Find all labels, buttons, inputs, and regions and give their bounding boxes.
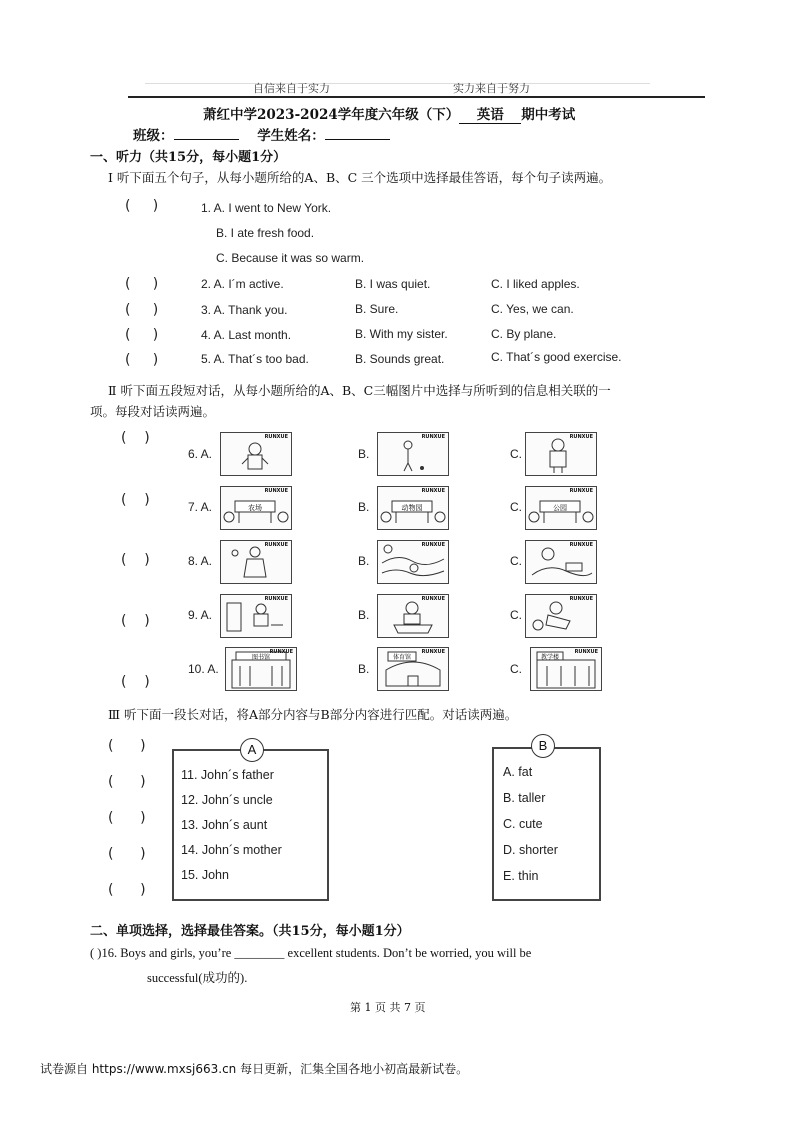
part-ii-instruction-line1: Ⅱ 听下面五段短对话，从每小题所给的A、B、C三幅图片中选择与所听到的信息相关联的一: [108, 383, 611, 398]
answer-paren-5[interactable]: ( ): [125, 352, 159, 368]
q7-picture-c[interactable]: RUNXUE 公园: [525, 486, 597, 530]
source-line: 试卷源自 https://www.mxsj663.cn 每日更新，汇集全国各地小初高最新试卷。: [40, 1062, 469, 1076]
match-box-b-label: B: [531, 734, 555, 758]
q8-label-b: B.: [358, 554, 370, 568]
part-ii-instruction-line2: 项。每段对话读两遍。: [90, 404, 216, 419]
q6-picture-b[interactable]: RUNXUE: [377, 432, 449, 476]
q10-picture-b[interactable]: RUNXUE 体育馆: [377, 647, 449, 691]
answer-paren-3[interactable]: ( ): [125, 302, 159, 318]
q2-option-c: C. I liked apples.: [491, 277, 580, 291]
q8-label-c: C.: [510, 554, 522, 568]
q7-picture-b[interactable]: RUNXUE 动物园: [377, 486, 449, 530]
q7-picture-a[interactable]: RUNXUE 农场: [220, 486, 292, 530]
q1-option-a: 1. A. I went to New York.: [201, 201, 332, 215]
part-i-instruction: Ⅰ 听下面五个句子，从每小题所给的A、B、C 三个选项中选择最佳答语，每个句子读两遍。: [108, 170, 612, 185]
q10-label-c: C.: [510, 662, 522, 676]
part-iii-instruction: Ⅲ 听下面一段长对话，将A部分内容与B部分内容进行匹配。对话读两遍。: [108, 707, 518, 722]
match-a-item-13: 13. John´s aunt: [181, 818, 268, 832]
answer-paren-10[interactable]: ( ): [121, 674, 150, 690]
q5-option-a: 5. A. That´s too bad.: [201, 352, 309, 366]
q3-option-b: B. Sure.: [355, 302, 399, 316]
q8-picture-c[interactable]: RUNXUE: [525, 540, 597, 584]
name-label: 学生姓名：: [257, 128, 325, 144]
q6-label-c: C.: [510, 447, 522, 461]
q9-picture-b[interactable]: RUNXUE: [377, 594, 449, 638]
q5-option-c: C. That´s good exercise.: [491, 350, 622, 364]
q2-option-a: 2. A. I´m active.: [201, 277, 284, 291]
svg-text:图书馆: 图书馆: [251, 654, 271, 661]
answer-paren-7[interactable]: ( ): [121, 492, 150, 508]
name-blank[interactable]: [325, 139, 390, 140]
q6-picture-a[interactable]: RUNXUE: [220, 432, 292, 476]
q7-label-b: B.: [358, 500, 370, 514]
motto-rule: [145, 83, 650, 84]
match-a-item-11: 11. John´s father: [181, 768, 274, 782]
q7-label-c: C.: [510, 500, 522, 514]
student-info: [133, 124, 390, 144]
q6-picture-c[interactable]: RUNXUE: [525, 432, 597, 476]
match-b-item-e: E. thin: [503, 869, 539, 883]
match-a-item-14: 14. John´s mother: [181, 843, 282, 857]
header-rule: [128, 96, 705, 98]
q9-label-b: B.: [358, 608, 370, 622]
q2-option-b: B. I was quiet.: [355, 277, 431, 291]
q16-line1: ( )16. Boys and girls, you’re ________ excellent students. Don’t be worried, you will be: [90, 946, 532, 960]
svg-text:农场: 农场: [248, 504, 262, 512]
answer-paren-2[interactable]: ( ): [125, 276, 159, 292]
match-b-item-c: C. cute: [503, 817, 543, 831]
q1-option-b: B. I ate fresh food.: [216, 226, 315, 240]
q4-option-b: B. With my sister.: [355, 327, 448, 341]
q10-label-a: 10. A.: [188, 662, 219, 676]
answer-paren-6[interactable]: ( ): [121, 430, 150, 446]
q9-label-a: 9. A.: [188, 608, 213, 622]
q7-label-a: 7. A.: [188, 500, 213, 514]
svg-text:教学楼: 教学楼: [540, 654, 560, 661]
subject: 英语: [459, 103, 521, 124]
svg-text:公园: 公园: [553, 504, 567, 512]
answer-paren-13[interactable]: ( ): [108, 810, 146, 826]
answer-paren-12[interactable]: ( ): [108, 774, 146, 790]
match-b-item-a: A. fat: [503, 765, 533, 779]
answer-paren-9[interactable]: ( ): [121, 613, 150, 629]
answer-paren-15[interactable]: ( ): [108, 882, 146, 898]
answer-paren-8[interactable]: ( ): [121, 552, 150, 568]
exam-title: 萧红中学2023-2024学年度六年级（下） 英语 期中考试: [203, 103, 575, 124]
motto-left: 自信来自于实力: [253, 82, 330, 95]
match-a-item-12: 12. John´s uncle: [181, 793, 273, 807]
answer-paren-1[interactable]: ( ): [125, 198, 159, 214]
section-choice-heading: 二、单项选择，选择最佳答案。（共15分，每小题1分）: [90, 924, 410, 939]
match-a-item-15: 15. John: [181, 868, 229, 882]
q5-option-b: B. Sounds great.: [355, 352, 445, 366]
q10-picture-a[interactable]: RUNXUE 图书馆: [225, 647, 297, 691]
q8-label-a: 8. A.: [188, 554, 213, 568]
q3-option-c: C. Yes, we can.: [491, 302, 574, 316]
motto-right: 实力来自于努力: [453, 82, 530, 95]
q9-picture-c[interactable]: RUNXUE: [525, 594, 597, 638]
answer-paren-14[interactable]: ( ): [108, 846, 146, 862]
q16-line2: successful(成功的).: [147, 971, 248, 985]
q4-option-a: 4. A. Last month.: [201, 328, 292, 342]
q1-option-c: C. Because it was so warm.: [216, 251, 365, 265]
q8-picture-b[interactable]: RUNXUE: [377, 540, 449, 584]
match-box-a-label: A: [240, 738, 264, 762]
q10-picture-c[interactable]: RUNXUE 教学楼: [530, 647, 602, 691]
class-blank[interactable]: [174, 139, 239, 140]
q10-label-b: B.: [358, 662, 370, 676]
section-listening-heading: 一、听力（共15分，每小题1分）: [90, 150, 287, 165]
answer-paren-11[interactable]: ( ): [108, 738, 146, 754]
answer-paren-4[interactable]: ( ): [125, 327, 159, 343]
svg-text:体育馆: 体育馆: [392, 654, 412, 661]
match-b-item-b: B. taller: [503, 791, 546, 805]
page-number: 第 1 页 共 7 页: [350, 1001, 426, 1014]
q8-picture-a[interactable]: RUNXUE: [220, 540, 292, 584]
q6-label-a: 6. A.: [188, 447, 213, 461]
q9-label-c: C.: [510, 608, 522, 622]
svg-text:动物园: 动物园: [401, 504, 423, 512]
q3-option-a: 3. A. Thank you.: [201, 303, 288, 317]
q6-label-b: B.: [358, 447, 370, 461]
match-b-item-d: D. shorter: [503, 843, 558, 857]
q4-option-c: C. By plane.: [491, 327, 557, 341]
class-label: 班级：: [133, 128, 174, 144]
q9-picture-a[interactable]: RUNXUE: [220, 594, 292, 638]
